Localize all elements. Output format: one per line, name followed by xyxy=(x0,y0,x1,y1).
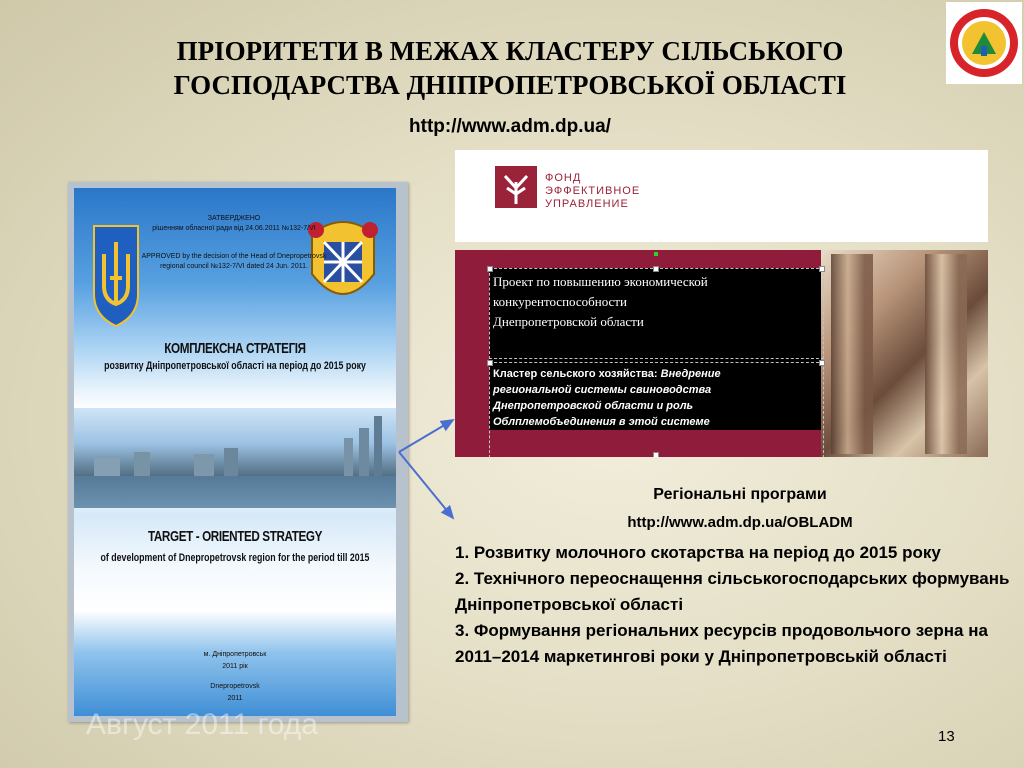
date-watermark: Август 2011 года xyxy=(86,708,318,741)
program-item: 3. Формування регіональних ресурсів продовольчого зерна на 2011–2014 маркетингові роки у Дніпропетровській області xyxy=(455,621,988,666)
cover-city-en: Dnepropetrovsk xyxy=(210,683,260,690)
cover-heading-en: TARGET - ORIENTED STRATEGY xyxy=(147,528,323,545)
cluster-line-4: Облплемобъединения в этой системе xyxy=(493,416,710,428)
region-emblem-icon xyxy=(946,2,1022,84)
strategy-cover xyxy=(74,188,396,716)
fund-name-line-2: ЭФФЕКТИВНОЕ xyxy=(545,185,641,197)
city-panorama-image xyxy=(74,408,396,508)
fund-name xyxy=(545,172,640,211)
cover-subtitle-en: of development of Dnepropetrovsk region for the period till 2015 xyxy=(100,552,370,564)
column-right xyxy=(925,254,967,454)
cluster-line-1: Внедрение xyxy=(660,368,721,380)
cover-year-en: 2011 xyxy=(227,695,243,702)
fund-name-line-3: УПРАВЛЕНИЕ xyxy=(545,198,629,210)
cluster-line-2: региональной системы свиноводства xyxy=(493,384,712,396)
project-line-3: Днепропетровской области xyxy=(493,314,644,329)
programs-url-link[interactable]: http://www.adm.dp.ua/OBLADM xyxy=(627,514,853,531)
title-url-link[interactable]: http://www.adm.dp.ua/ xyxy=(409,116,611,137)
cluster-line-3: Днепропетровской области и роль xyxy=(493,400,694,412)
cluster-label: Кластер сельского хозяйства: xyxy=(493,368,658,380)
approved-ua-2: рішенням обласної ради від 24.06.2011 №132-7/VI xyxy=(152,225,316,232)
resize-handle[interactable] xyxy=(487,360,493,366)
pointer-arrows xyxy=(395,412,465,527)
rotate-handle[interactable] xyxy=(654,252,658,256)
programs-title: Регіональні програми xyxy=(653,486,827,503)
programs-list xyxy=(455,540,1020,670)
approved-ua-1: ЗАТВЕРДЖЕНО xyxy=(207,215,261,222)
resize-handle[interactable] xyxy=(819,266,825,272)
program-item: 1. Розвитку молочного скотарства на період до 2015 року xyxy=(455,543,941,562)
approved-en-1: APPROVED by the decision of the Head of Dnepropetrovsk xyxy=(141,253,327,260)
resize-handle[interactable] xyxy=(819,360,825,366)
cover-heading-ua: КОМПЛЕКСНА СТРАТЕГІЯ xyxy=(164,340,306,357)
banner-header xyxy=(455,150,988,242)
resize-handle[interactable] xyxy=(653,452,659,457)
resize-handle[interactable] xyxy=(653,266,659,272)
title-line-1: ПРІОРИТЕТИ В МЕЖАХ КЛАСТЕРУ СІЛЬСЬКОГО xyxy=(176,36,844,66)
selection-box-bottom[interactable] xyxy=(489,362,824,457)
trident-icon xyxy=(92,224,140,328)
fund-name-line-1: ФОНД xyxy=(545,172,582,184)
project-line-1: Проект по повышению экономической xyxy=(493,274,708,289)
project-banner xyxy=(455,150,988,457)
resize-handle[interactable] xyxy=(487,266,493,272)
fund-tree-logo-icon xyxy=(493,164,539,210)
approved-en-2: regional council №132-7/VI dated 24 Jun. 2011. xyxy=(160,263,308,270)
column-left xyxy=(831,254,873,454)
page-number: 13 xyxy=(938,728,955,745)
title-line-2: ГОСПОДАРСТВА ДНІПРОПЕТРОВСЬКОЇ ОБЛАСТІ xyxy=(173,70,847,100)
cover-subtitle-ua: розвитку Дніпропетровської області на період до 2015 року xyxy=(104,360,366,372)
selection-box-top[interactable] xyxy=(489,268,824,359)
cover-city-ua: м. Дніпропетровськ xyxy=(203,651,267,658)
program-item: 2. Технічного переоснащення сільськогосподарських формувань Дніпропетровської області xyxy=(455,569,1010,614)
slide-title xyxy=(60,34,960,102)
project-line-2: конкурентоспособности xyxy=(493,294,627,309)
cover-year-ua: 2011 рік xyxy=(222,663,248,670)
